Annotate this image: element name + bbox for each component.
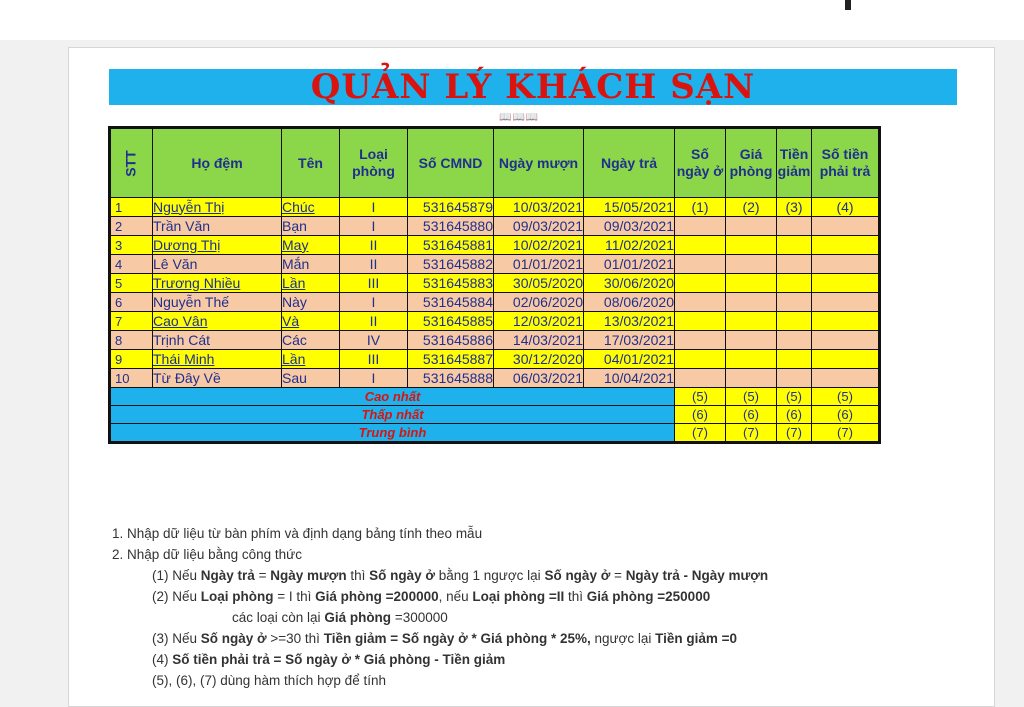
cell-loai-phong[interactable]: I [340,217,408,236]
cell-gia-phong[interactable] [726,217,777,236]
summary-value[interactable]: (7) [812,424,880,443]
cell-ngay-muon[interactable]: 10/03/2021 [494,198,584,217]
cell-stt[interactable]: 3 [110,236,153,255]
summary-value[interactable]: (6) [675,406,726,424]
header-ten: Tên [282,128,340,198]
cell-ngay-muon[interactable]: 30/05/2020 [494,274,584,293]
instructions [112,523,768,691]
cell-ho-dem[interactable]: Từ Đây Về [153,369,282,388]
cell-ngay-muon[interactable]: 30/12/2020 [494,350,584,369]
cell-ho-dem[interactable]: Cao Vân [153,312,282,331]
cell-so-ngay-o[interactable] [675,236,726,255]
header-stt: STT [110,128,153,198]
cell-ngay-muon[interactable]: 06/03/2021 [494,369,584,388]
cell-so-cmnd[interactable]: 531645888 [408,369,494,388]
text-cursor-mark [845,0,851,10]
cell-tien-giam[interactable]: (3) [777,198,812,217]
cell-so-tien-phai-tra[interactable] [812,236,880,255]
cell-ho-dem[interactable]: Nguyễn Thị [153,198,282,217]
cell-stt[interactable]: 10 [110,369,153,388]
cell-gia-phong[interactable] [726,350,777,369]
cell-tien-giam[interactable] [777,331,812,350]
header-ngay-muon: Ngày mượn [494,128,584,198]
summary-row [110,388,880,406]
cell-stt[interactable]: 5 [110,274,153,293]
cell-gia-phong[interactable] [726,274,777,293]
cell-so-ngay-o[interactable] [675,255,726,274]
cell-stt[interactable]: 2 [110,217,153,236]
cell-ten[interactable]: Mắn [282,255,340,274]
cell-gia-phong[interactable] [726,312,777,331]
cell-ngay-tra[interactable]: 11/02/2021 [584,236,675,255]
cell-gia-phong[interactable]: (2) [726,198,777,217]
summary-value[interactable]: (7) [777,424,812,443]
cell-so-ngay-o[interactable] [675,331,726,350]
summary-label[interactable]: Trung bình [110,424,675,443]
header-gia-phong: Giá phòng [726,128,777,198]
header-ngay-tra: Ngày trả [584,128,675,198]
cell-so-cmnd[interactable]: 531645882 [408,255,494,274]
cell-so-tien-phai-tra[interactable] [812,274,880,293]
note-2: 2. Nhập dữ liệu bằng công thức [112,547,302,562]
document-page [68,47,995,707]
cell-tien-giam[interactable] [777,236,812,255]
cell-loai-phong[interactable]: I [340,369,408,388]
table-row [110,369,880,388]
summary-value[interactable]: (5) [812,388,880,406]
cell-tien-giam[interactable] [777,350,812,369]
cell-so-tien-phai-tra[interactable] [812,350,880,369]
cell-ho-dem[interactable]: Thái Minh [153,350,282,369]
cell-so-ngay-o[interactable] [675,217,726,236]
cell-ten[interactable]: May [282,236,340,255]
cell-loai-phong[interactable]: III [340,350,408,369]
top-toolbar-area [0,0,1024,40]
table-row [110,293,880,312]
cell-loai-phong[interactable]: II [340,312,408,331]
header-loai-phong: Loại phòng [340,128,408,198]
cell-ten[interactable]: Các [282,331,340,350]
hotel-table [108,126,881,444]
cell-ten[interactable]: Này [282,293,340,312]
table-row [110,274,880,293]
cell-ngay-tra[interactable]: 09/03/2021 [584,217,675,236]
cell-ho-dem[interactable]: Dương Thị [153,236,282,255]
cell-ten[interactable]: Sau [282,369,340,388]
cell-ngay-muon[interactable]: 12/03/2021 [494,312,584,331]
note-1: 1. Nhập dữ liệu từ bàn phím và định dạng bảng tính theo mẫu [112,526,483,541]
formula-4: (4) Số tiền phải trả = Số ngày ở * Giá phòng - Tiền giảm [152,652,506,667]
cell-gia-phong[interactable] [726,369,777,388]
summary-value[interactable]: (7) [726,424,777,443]
summary-value[interactable]: (6) [812,406,880,424]
cell-so-tien-phai-tra[interactable] [812,312,880,331]
cell-tien-giam[interactable] [777,369,812,388]
summary-value[interactable]: (6) [777,406,812,424]
cell-ngay-tra[interactable]: 17/03/2021 [584,331,675,350]
summary-label[interactable]: Cao nhất [110,388,675,406]
summary-row [110,424,880,443]
cell-so-cmnd[interactable]: 531645879 [408,198,494,217]
summary-value[interactable]: (6) [726,406,777,424]
summary-label[interactable]: Thấp nhất [110,406,675,424]
formula-1: (1) Nếu Ngày trả = Ngày mượn thì Số ngày ở bằng 1 ngược lại Số ngày ở = Ngày trả - Ngày mượn [152,568,769,583]
cell-so-ngay-o[interactable] [675,274,726,293]
cell-so-tien-phai-tra[interactable] [812,331,880,350]
cell-ngay-muon[interactable]: 02/06/2020 [494,293,584,312]
cell-so-cmnd[interactable]: 531645880 [408,217,494,236]
cell-loai-phong[interactable]: II [340,236,408,255]
cell-stt[interactable]: 8 [110,331,153,350]
cell-so-ngay-o[interactable] [675,350,726,369]
formula-2: (2) Nếu Loại phòng = I thì Giá phòng =200000, nếu Loại phòng =II thì Giá phòng =250000 [152,589,711,604]
table-row [110,236,880,255]
cell-so-tien-phai-tra[interactable] [812,255,880,274]
cell-loai-phong[interactable]: I [340,293,408,312]
cell-tien-giam[interactable] [777,255,812,274]
cell-gia-phong[interactable] [726,236,777,255]
cell-so-cmnd[interactable]: 531645883 [408,274,494,293]
cell-ho-dem[interactable]: Trương Nhiều [153,274,282,293]
header-so-cmnd: Số CMND [408,128,494,198]
cell-ten[interactable]: Lần [282,350,340,369]
cell-so-tien-phai-tra[interactable] [812,293,880,312]
cell-so-cmnd[interactable]: 531645881 [408,236,494,255]
cell-ngay-tra[interactable]: 30/06/2020 [584,274,675,293]
table-row [110,198,880,217]
summary-value[interactable]: (5) [726,388,777,406]
cell-ngay-muon[interactable]: 01/01/2021 [494,255,584,274]
cell-loai-phong[interactable]: IV [340,331,408,350]
cell-stt[interactable]: 4 [110,255,153,274]
header-ho-dem: Họ đệm [153,128,282,198]
cell-ngay-tra[interactable]: 01/01/2021 [584,255,675,274]
formula-2-continued: các loại còn lại Giá phòng =300000 [232,610,448,625]
table-row [110,312,880,331]
cell-ngay-tra[interactable]: 10/04/2021 [584,369,675,388]
cell-ho-dem[interactable]: Trần Văn [153,217,282,236]
cell-ho-dem[interactable]: Lê Văn [153,255,282,274]
header-row [110,128,880,198]
cell-ngay-tra[interactable]: 04/01/2021 [584,350,675,369]
cell-tien-giam[interactable] [777,274,812,293]
cell-so-tien-phai-tra[interactable]: (4) [812,198,880,217]
cell-so-ngay-o[interactable] [675,293,726,312]
cell-ten[interactable]: Lần [282,274,340,293]
table-row [110,217,880,236]
cell-stt[interactable]: 6 [110,293,153,312]
table-body [110,198,880,443]
cell-stt[interactable]: 7 [110,312,153,331]
page-title: QUẢN LÝ KHÁCH SẠN [310,67,756,107]
formula-3: (3) Nếu Số ngày ở >=30 thì Tiền giảm = Số ngày ở * Giá phòng * 25%, ngược lại Tiền giảm =0 [152,631,738,646]
cell-ten[interactable]: Bạn [282,217,340,236]
cell-so-tien-phai-tra[interactable] [812,217,880,236]
cell-stt[interactable]: 1 [110,198,153,217]
cell-so-ngay-o[interactable]: (1) [675,198,726,217]
summary-row [110,406,880,424]
cell-so-cmnd[interactable]: 531645887 [408,350,494,369]
cell-ngay-muon[interactable]: 09/03/2021 [494,217,584,236]
cell-loai-phong[interactable]: III [340,274,408,293]
cell-so-cmnd[interactable]: 531645884 [408,293,494,312]
cell-gia-phong[interactable] [726,293,777,312]
table-row [110,255,880,274]
cell-ngay-muon[interactable]: 10/02/2021 [494,236,584,255]
summary-value[interactable]: (7) [675,424,726,443]
cell-loai-phong[interactable]: I [340,198,408,217]
cell-loai-phong[interactable]: II [340,255,408,274]
formula-5: (5), (6), (7) dùng hàm thích hợp để tính [152,673,386,688]
cell-ho-dem[interactable]: Trịnh Cát [153,331,282,350]
cell-ngay-muon[interactable]: 14/03/2021 [494,331,584,350]
cell-gia-phong[interactable] [726,255,777,274]
cell-ho-dem[interactable]: Nguyễn Thế [153,293,282,312]
cell-stt[interactable]: 9 [110,350,153,369]
cell-so-tien-phai-tra[interactable] [812,369,880,388]
cell-ngay-tra[interactable]: 13/03/2021 [584,312,675,331]
cell-so-ngay-o[interactable] [675,369,726,388]
header-so-tien-phai-tra: Số tiền phải trả [812,128,880,198]
cell-tien-giam[interactable] [777,312,812,331]
summary-value[interactable]: (5) [675,388,726,406]
cell-so-ngay-o[interactable] [675,312,726,331]
cell-tien-giam[interactable] [777,293,812,312]
header-tien-giam: Tiền giảm [777,128,812,198]
table-row [110,331,880,350]
table-row [110,350,880,369]
cell-so-cmnd[interactable]: 531645885 [408,312,494,331]
cell-tien-giam[interactable] [777,217,812,236]
cell-ngay-tra[interactable]: 15/05/2021 [584,198,675,217]
cell-ten[interactable]: Và [282,312,340,331]
cell-ten[interactable]: Chúc [282,198,340,217]
cell-so-cmnd[interactable]: 531645886 [408,331,494,350]
summary-value[interactable]: (5) [777,388,812,406]
header-so-ngay-o: Số ngày ở [675,128,726,198]
book-icon: 📖📖📖 [499,112,540,123]
cell-gia-phong[interactable] [726,331,777,350]
cell-ngay-tra[interactable]: 08/06/2020 [584,293,675,312]
